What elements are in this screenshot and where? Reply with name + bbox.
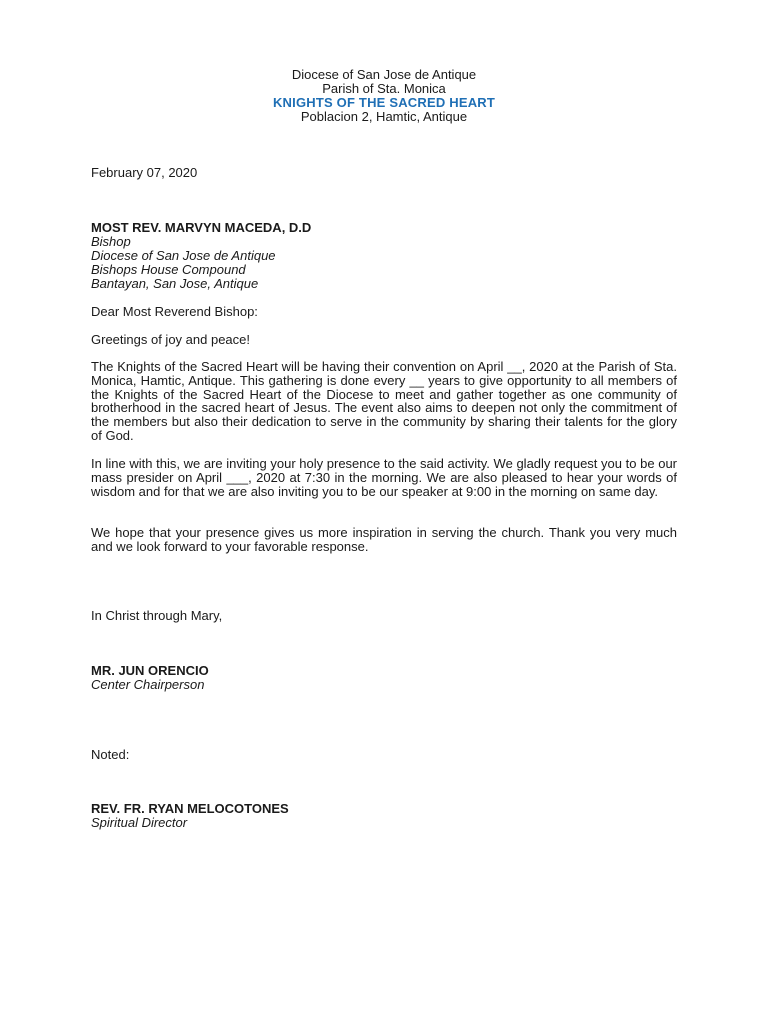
- letterhead-diocese: Diocese of San Jose de Antique: [291, 67, 477, 82]
- recipient-address-line1: Bishops House Compound: [91, 262, 246, 277]
- signer-name: REV. FR. RYAN MELOCOTONES: [91, 801, 289, 816]
- letterhead-organization: KNIGHTS OF THE SACRED HEART: [272, 95, 496, 110]
- letterhead: [0, 68, 768, 124]
- salutation: Dear Most Reverend Bishop:: [91, 304, 258, 319]
- letterhead-parish: Parish of Sta. Monica: [322, 81, 446, 96]
- recipient-address-line2: Bantayan, San Jose, Antique: [91, 276, 259, 291]
- signer-title: Spiritual Director: [91, 815, 188, 830]
- body-paragraph-2: In line with this, we are inviting your holy presence to the said activity. We gladly request you to be our mass presider on April ___, 2020 at 7:30 in the morning. We are also pleased to hear your words of wisdom and for that we are also inviting you to be our speaker at 9:00 in the morning on same day.: [91, 456, 677, 499]
- recipient-office: Diocese of San Jose de Antique: [91, 248, 276, 263]
- closing: In Christ through Mary,: [91, 608, 223, 623]
- noted-label: Noted:: [91, 747, 130, 762]
- greeting: Greetings of joy and peace!: [91, 332, 250, 347]
- signer-title: Center Chairperson: [91, 677, 205, 692]
- body-paragraph-3: We hope that your presence gives us more inspiration in serving the church. Thank you very much and we look forward to your favorable response.: [91, 525, 677, 554]
- recipient-name: MOST REV. MARVYN MACEDA, D.D: [91, 220, 312, 235]
- recipient-block: [91, 221, 677, 291]
- body-paragraph-1: The Knights of the Sacred Heart will be having their convention on April __, 2020 at the Parish of Sta. Monica, Hamtic, Antique. This gathering is done every __ years to give opportunity to all members of the Knights of the Sacred Heart of the Diocese to meet and gather together as one community of brotherhood in the sacred heart of Jesus. The event also aims to deepen not only the commitment of the members but also their dedication to serve in the community by sharing their talents for the glory of God.: [91, 359, 677, 443]
- signature-block-chairperson: [91, 664, 677, 692]
- recipient-title: Bishop: [91, 234, 131, 249]
- letterhead-address: Poblacion 2, Hamtic, Antique: [300, 109, 468, 124]
- signature-block-director: [91, 802, 677, 830]
- signer-name: MR. JUN ORENCIO: [91, 663, 209, 678]
- letter-date: February 07, 2020: [91, 165, 198, 180]
